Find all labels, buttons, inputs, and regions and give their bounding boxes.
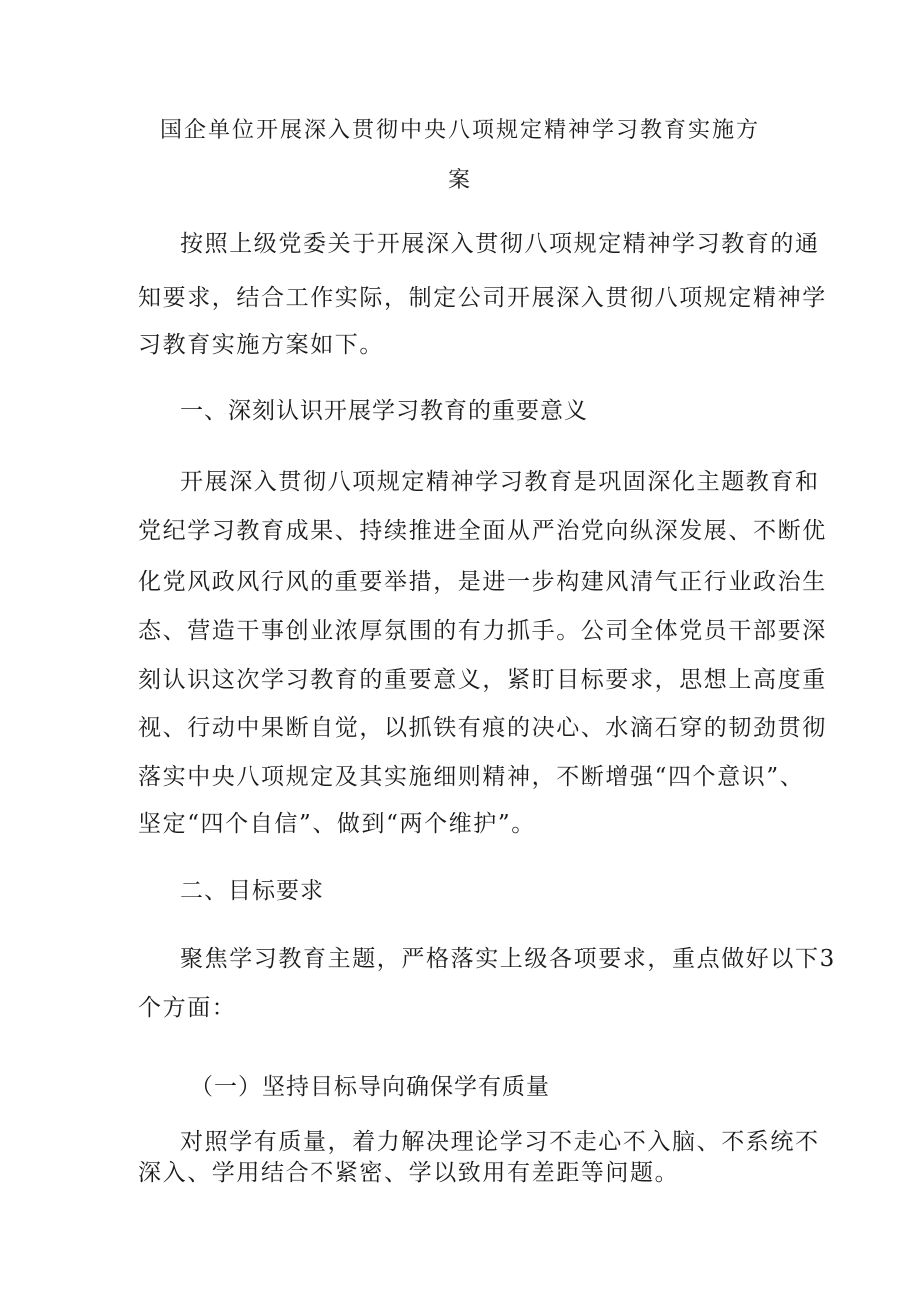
document-title-line-1: 国企单位开展深入贯彻中央八项规定精神学习教育实施方 (159, 118, 760, 143)
subsection-1-line-2: 深入、学用结合不紧密、学以致用有差距等问题。 (138, 1160, 680, 1186)
section-1-line-1: 开展深入贯彻八项规定精神学习教育是巩固深化主题教育和 (180, 469, 820, 495)
section-1-line-5: 刻认识这次学习教育的重要意义，紧盯目标要求，思想上高度重 (138, 667, 827, 693)
section-2-heading: 二、目标要求 (180, 878, 324, 904)
section-1-line-6: 视、行动中果断自觉，以抓铁有痕的决心、水滴石穿的韧劲贯彻 (138, 715, 827, 741)
subsection-1-line-1: 对照学有质量，着力解决理论学习不走心不入脑、不系统不 (180, 1129, 820, 1155)
intro-line-2: 知要求，结合工作实际，制定公司开展深入贯彻八项规定精神学 (138, 285, 827, 311)
intro-line-3: 习教育实施方案如下。 (138, 332, 384, 358)
section-1-line-8: 坚定“四个自信”、做到“两个维护”。 (138, 811, 536, 837)
section-2-line-2: 个方面： (138, 995, 237, 1021)
section-1-line-4: 态、营造干事创业浓厚氛围的有力抓手。公司全体党员干部要深 (138, 618, 827, 644)
section-2-line-1: 聚焦学习教育主题，严格落实上级各项要求，重点做好以下3 (180, 946, 836, 972)
intro-line-1: 按照上级党委关于开展深入贯彻八项规定精神学习教育的通 (180, 231, 820, 257)
subsection-1-heading: （一）坚持目标导向确保学有质量 (190, 1074, 550, 1100)
document-title-line-2: 案 (447, 168, 472, 193)
section-1-line-2: 党纪学习教育成果、持续推进全面从严治党向纵深发展、不断优 (138, 518, 827, 544)
section-1-line-7: 落实中央八项规定及其实施细则精神，不断增强“四个意识”、 (138, 764, 805, 790)
section-1-heading: 一、深刻认识开展学习教育的重要意义 (180, 398, 588, 424)
section-1-line-3: 化党风政风行风的重要举措，是进一步构建风清气正行业政治生 (138, 569, 827, 595)
